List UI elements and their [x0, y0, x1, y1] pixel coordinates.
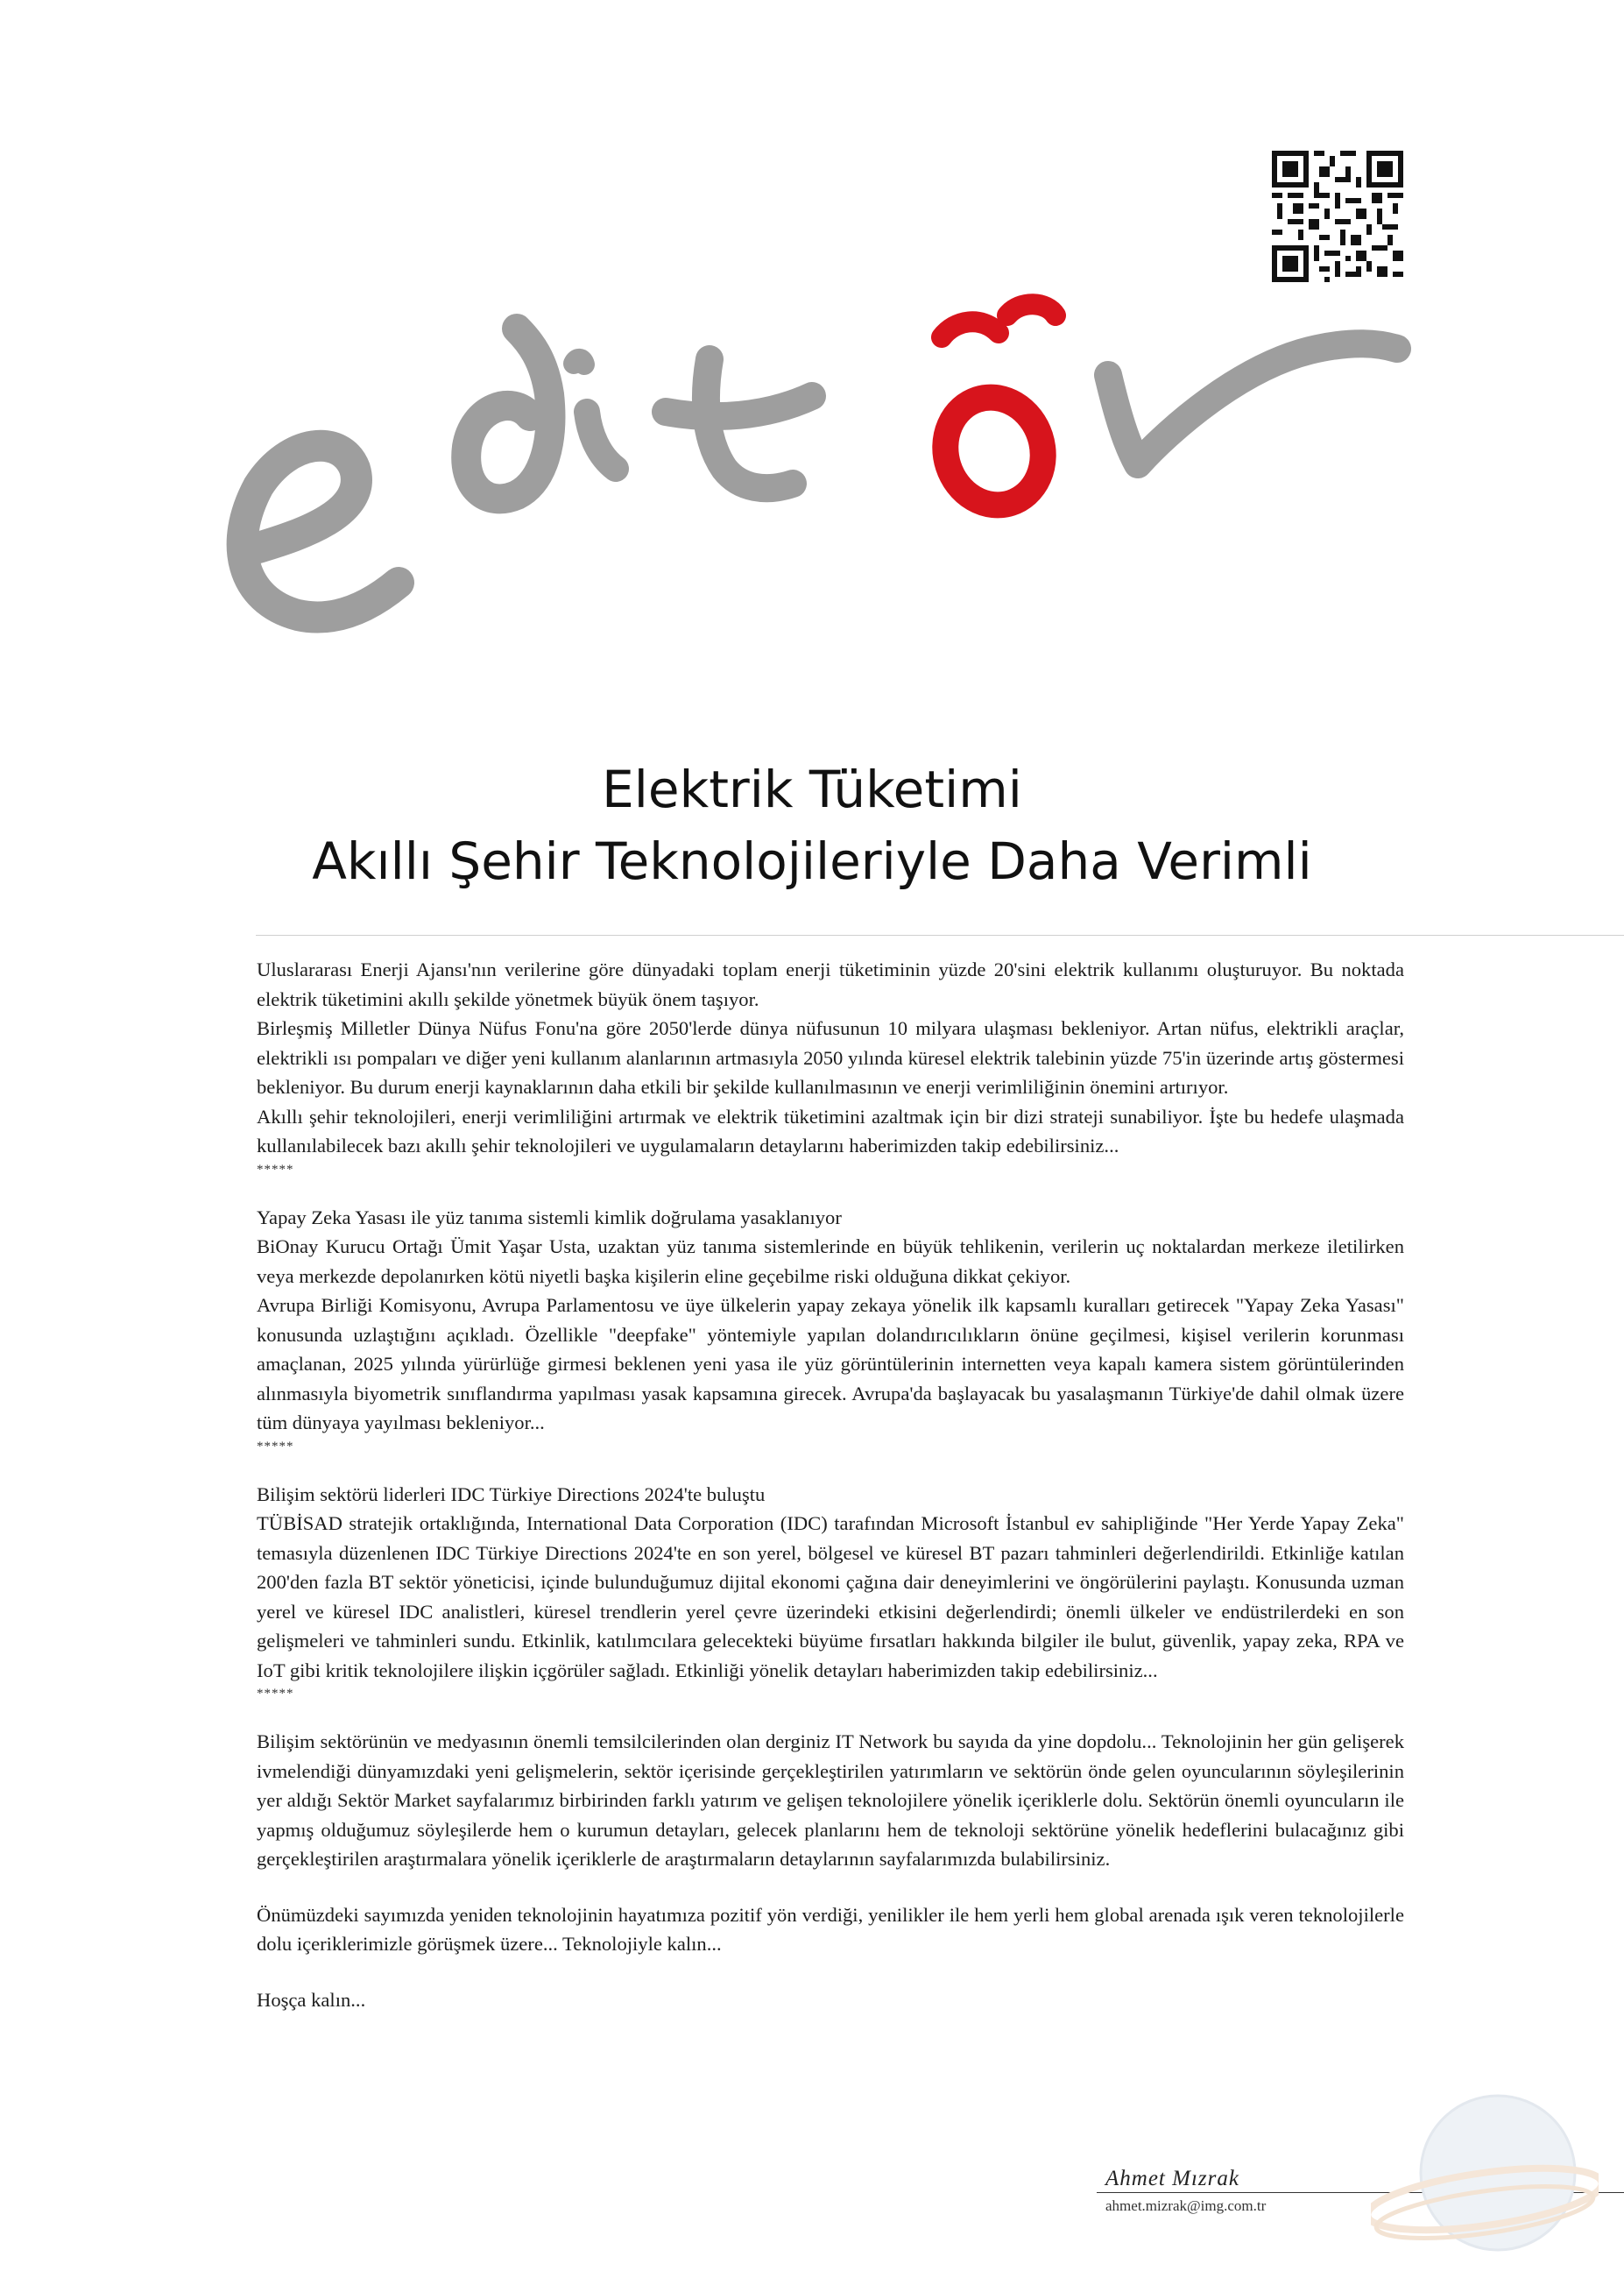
planet-watermark-icon — [1371, 2068, 1599, 2278]
paragraph-population: Birleşmiş Milletler Dünya Nüfus Fonu'na göre 2050'lerde dünya nüfusunun 10 milyara ulaşması bekleniyor. Artan nüfus, elektrikli araçlar, elektrikli ısı pompaları ve diğer yeni kullanım alanlarının artmasıyla 2050 yılında küresel elektrik talebinin yüzde 75'in üzerinde artış göstermesi bekleniyor. Bu durum enerji kaynaklarının daha etkili bir şekilde kullanılmasının ve enerji verimliliğinin önemini artırıyor. — [257, 1017, 1404, 1098]
title-divider — [256, 935, 1624, 936]
section-heading-ai-act: Yapay Zeka Yasası ile yüz tanıma sistemli kimlik doğrulama yasaklanıyor — [257, 1206, 842, 1228]
author-name: Ahmet Mızrak — [1105, 2167, 1239, 2190]
article-body — [257, 955, 1404, 2014]
qr-code-icon — [1272, 151, 1403, 282]
paragraph-idc: TÜBİSAD stratejik ortaklığında, International Data Corporation (IDC) tarafından Microsoft İstanbul ev sahipliğinde "Her Yerde Yapay Zeka" temasıyla düzenlenen IDC Türkiye Directions 2024'te en son yerel, bölgesel ve küresel BT pazarı tahminleri değerlendirildi. Etkinliğe katılan 200'den fazla BT sektör yöneticisi, içinde bulunduğumuz dijital ekonomi çağına dair deneyimlerini ve öngörülerini paylaştı. Konusunda uzman yerel ve küresel IDC analistleri, küresel trendlerin yerel çevre üzerindeki etkisini değerlendirdi; önemli ülkeler ve endüstrilerdeki en son gelişmeleri ve tahminleri sundu. Etkinlik, katılımcılara gelecekteki büyüme fırsatları hakkında bilgiler ile bulut, güvenlik, yapay zeka, RPA ve IoT gibi kritik teknolojilere ilişkin içgörüler sağladı. Etkinliği yönelik detayları haberimizden takip edebilirsiniz... — [257, 1512, 1404, 1681]
editor-logo — [223, 289, 1415, 692]
paragraph-eu-ai-act: Avrupa Birliği Komisyonu, Avrupa Parlamentosu ve üye ülkelerin yapay zekaya yönelik ilk kapsamlı kuralları getirecek "Yapay Zeka Yasası" konusunda uzlaştığını açıkladı. Özellikle "deepfake" yöntemiyle yapılan dolandırıcılıkların önüne geçilmesi, kişisel verilerin korunması amaçlanan, 2025 yılında yürürlüğe girmesi beklenen yeni yasa ile yüz görüntülerinin internetten veya kapalı kamera sistem görüntülerinden alınmasıyla biyometrik sınıflandırma yapılması yasak kapsamına girecek. Avrupa'da başlayacak bu yasalaşmanın Türkiye'de dahil olmak üzere tüm dünyaya yayılması bekleniyor... — [257, 1294, 1404, 1433]
article-title — [0, 753, 1624, 897]
paragraph-bionay: BiOnay Kurucu Ortağı Ümit Yaşar Usta, uzaktan yüz tanıma sistemlerinde en büyük tehlikenin, verilerin uç noktalardan merkeze iletilirken veya merkezde depolanırken kötü niyetli başka kişilerin eline geçebilme riski olduğuna dikkat çekiyor. — [257, 1235, 1404, 1287]
section-separator: ***** — [257, 1687, 294, 1701]
paragraph-it-network: Bilişim sektörünün ve medyasının önemli temsilcilerinden olan derginiz IT Network bu sayıda da yine dopdolu... Teknolojinin her gün gelişerek ivmelendiği dünyamızdaki yeni gelişmelerin, sektör içerisinde gerçekleştirilen yatırımların ve sektörün önde gelen oyuncularının söyleşilerinin yer aldığı Sektör Market sayfalarımız birbirinden farklı yatırım ve gelişen teknolojilere yönelik içeriklerle dolu. Sektörün önemli oyuncuların ile yapmış olduğumuz söyleşilerde hem o kurumun detayları, gelecek planlarını hem de teknoloji sektörüne yönelik hedeflerini bulacağınız gibi gerçekleştirilen araştırmalara yönelik içeriklerle de araştırmaların detaylarının sayfalarımızda bulabilirsiniz. — [257, 1730, 1404, 1870]
paragraph-next-issue: Önümüzdeki sayımızda yeniden teknolojinin hayatımıza pozitif yön verdiği, yenilikler ile hem yerli hem global arenada ışık veren teknolojilerle dolu içeriklerimizle görüşmek üzere... Teknolojiyle kalın... — [257, 1903, 1404, 1955]
author-email: ahmet.mizrak@img.com.tr — [1105, 2197, 1267, 2214]
section-heading-idc: Bilişim sektörü liderleri IDC Türkiye Directions 2024'te buluştu — [257, 1482, 766, 1505]
section-separator: ***** — [257, 1439, 294, 1454]
section-separator: ***** — [257, 1162, 294, 1177]
paragraph-intro: Uluslararası Enerji Ajansı'nın verilerine göre dünyadaki toplam enerji tüketiminin yüzde 20'sini elektrik kullanımı oluşturuyor. Bu noktada elektrik tüketimini akıllı şekilde yönetmek büyük önem taşıyor. — [257, 959, 1404, 1010]
title-line-1: Elektrik Tüketimi — [602, 760, 1022, 819]
paragraph-smart-city: Akıllı şehir teknolojileri, enerji verimliliğini artırmak ve elektrik tüketimini azaltmak için bir dizi strateji sunabiliyor. İşte bu hedefe ulaşmada kullanılabilecek bazı akıllı şehir teknolojileri ve uygulamaların detaylarını haberimizden takip edebilirsiniz... — [257, 1105, 1404, 1157]
paragraph-farewell: Hoşça kalın... — [257, 1988, 366, 2011]
title-line-2: Akıllı Şehir Teknolojileriyle Daha Verimli — [312, 831, 1312, 891]
